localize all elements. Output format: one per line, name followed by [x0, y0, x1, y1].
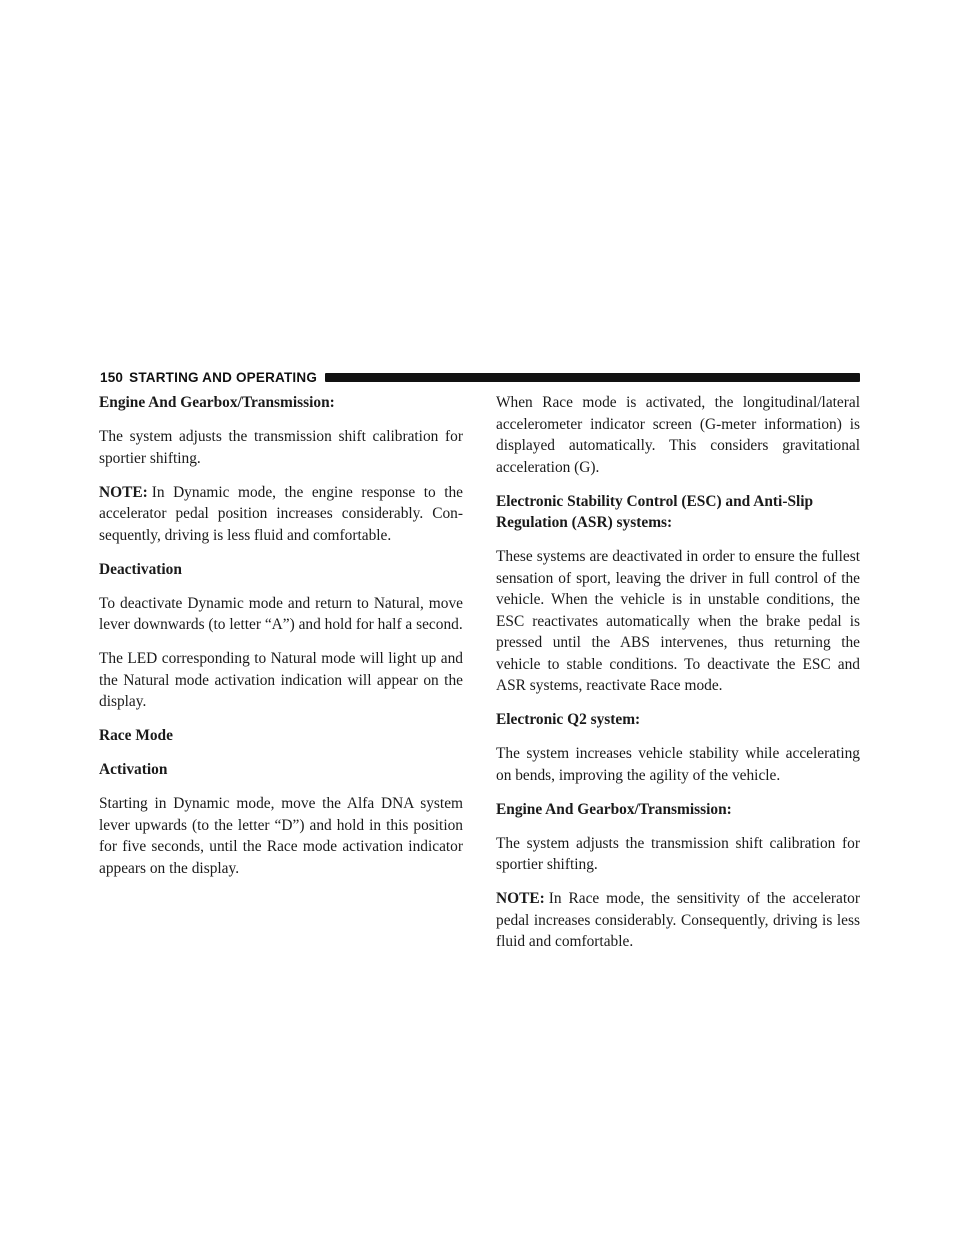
note-text: In Dynamic mode, the engine response to the accelerator pedal position increases considerably. Con- sequently, driving is less fluid and comfortable. — [99, 483, 463, 544]
page-header — [100, 366, 860, 388]
paragraph-race-active: When Race mode is activated, the longitudinal/lateral accelerometer indicator screen (G-meter information) is displayed automatically. This considers gravitational acceleration (G). — [496, 394, 860, 476]
note-label: NOTE: — [99, 483, 148, 501]
heading-activation: Activation — [99, 761, 168, 778]
note-race-mode — [496, 888, 860, 953]
paragraph-activation: Starting in Dynamic mode, move the Alfa DNA system lever upwards (to the letter “D”) and hold in this position for five seconds, until the Race mode activation indicator appears on the display. — [99, 795, 463, 877]
paragraph-q2: The system increases vehicle stability while accelerating on bends, improving the agility of the vehicle. — [496, 745, 860, 784]
left-column — [99, 392, 463, 892]
heading-deactivation: Deactivation — [99, 560, 182, 578]
note-text: In Race mode, the sensitivity of the accelerator pedal increases considerably. Consequently, driving is less fluid and comfortable. — [496, 890, 860, 950]
heading-engine-gearbox: Engine And Gearbox/Transmission: — [99, 394, 335, 411]
note-label: NOTE: — [496, 890, 545, 907]
heading-esc-asr: Electronic Stability Control (ESC) and Anti-Slip Regulation (ASR) systems: — [496, 492, 814, 531]
heading-engine-gearbox-race: Engine And Gearbox/Transmission: — [496, 800, 732, 818]
paragraph-engine-gearbox-race: The system adjusts the transmission shift calibration for sportier shifting. — [496, 834, 860, 873]
section-title: STARTING AND OPERATING — [129, 369, 318, 385]
heading-race-mode: Race Mode — [99, 727, 173, 744]
paragraph-esc-asr: These systems are deactivated in order to ensure the fullest sensation of sport, leaving the driver in full control of the vehicle. When the vehicle is in unstable conditions, the ESC reactivates automatically when the brake pedal is pressed until the ABS intervenes, thus returning the vehicle to stable conditions. To deactivate the ESC and ASR systems, reactivate Race mode. — [496, 548, 860, 694]
page-number: 150 — [100, 369, 124, 385]
paragraph-engine-gearbox: The system adjusts the transmission shift calibration for sportier shifting. — [99, 428, 463, 467]
note-dynamic-mode — [99, 482, 463, 547]
heading-q2: Electronic Q2 system: — [496, 711, 641, 728]
paragraph-deactivation: To deactivate Dynamic mode and return to Natural, move lever downwards (to letter “A”) and hold for half a second. — [99, 594, 463, 633]
paragraph-led: The LED corresponding to Natural mode will light up and the Natural mode activation indication will appear on the display. — [99, 650, 463, 710]
header-rule — [325, 373, 860, 382]
right-column — [496, 392, 860, 965]
